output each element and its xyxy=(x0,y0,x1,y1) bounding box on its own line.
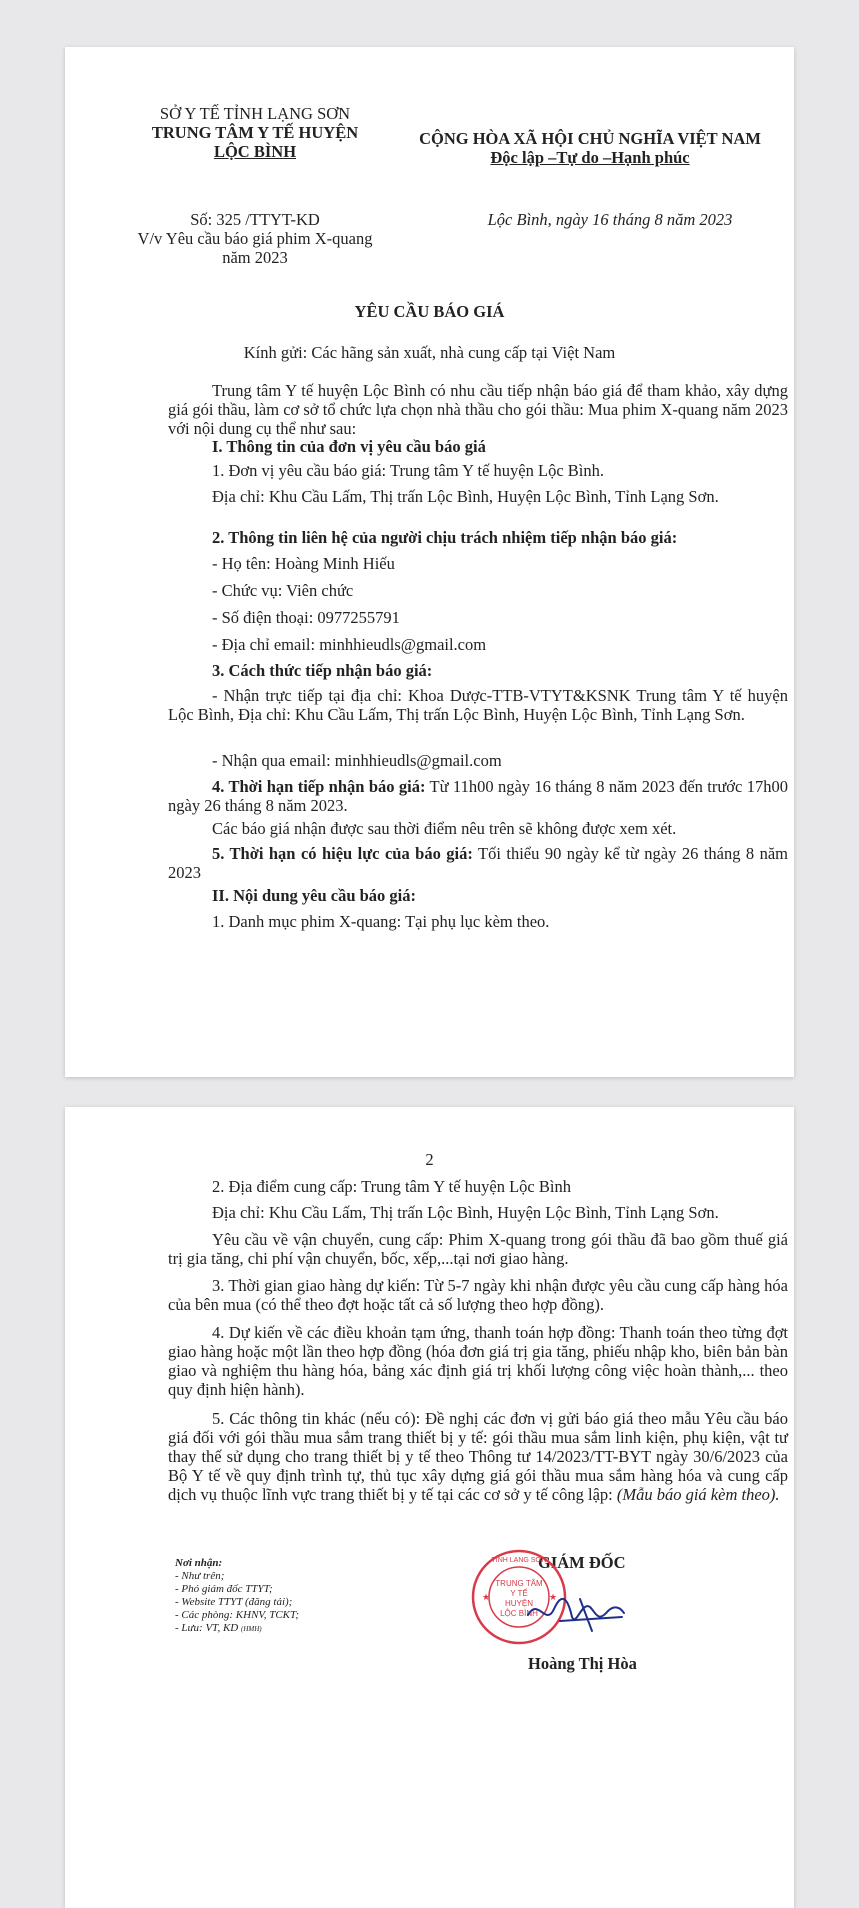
section1-item3-heading: 3. Cách thức tiếp nhận báo giá: xyxy=(212,661,433,680)
item4-text: Từ 11h00 ngày 16 tháng 8 năm 2023 đến trước 17h00 ngày 26 tháng 8 năm 2023. xyxy=(168,777,788,815)
section1-item2-heading: 2. Thông tin liên hệ của người chịu trách nhiệm tiếp nhận báo giá: xyxy=(212,528,678,547)
receive-direct: - Nhận trực tiếp tại địa chỉ: Khoa Dược-TTB-VTYT&KSNK Trung tâm Y tế huyện Lộc Bình, Địa chỉ: Khu Cầu Lấm, Thị trấn Lộc Bình, Huyện Lộc Bình, Tỉnh Lạng Sơn. xyxy=(168,686,788,724)
item2-location: 2. Địa điểm cung cấp: Trung tâm Y tế huyện Lộc Bình xyxy=(212,1177,571,1196)
document-title: YÊU CẦU BÁO GIÁ xyxy=(354,302,505,321)
svg-text:★: ★ xyxy=(482,1592,491,1602)
item5-label: 5. Thời hạn có hiệu lực của báo giá: xyxy=(212,844,473,863)
document-page-1 xyxy=(65,47,794,1077)
item4-note: Các báo giá nhận được sau thời điểm nêu trên sẽ không được xem xét. xyxy=(212,819,677,838)
transport-requirement: Yêu cầu về vận chuyển, cung cấp: Phim X-quang trong gói thầu đã bao gồm thuế giá trị gia tăng, chi phí vận chuyển, bốc, xếp,...tại nơi giao hàng. xyxy=(168,1230,788,1268)
item4-deadline xyxy=(168,777,788,815)
document-page-2 xyxy=(65,1107,794,1908)
recipients-title: Nơi nhận: xyxy=(175,1557,223,1569)
item5-other xyxy=(168,1409,788,1504)
document-date: Lộc Bình, ngày 16 tháng 8 năm 2023 xyxy=(487,210,733,229)
recipient-item: - Website TTYT (đăng tải); xyxy=(175,1596,293,1608)
document-subject-line2: năm 2023 xyxy=(222,248,288,267)
recipient-item xyxy=(175,1622,262,1636)
header-center-name: LỘC BÌNH xyxy=(213,142,297,161)
greeting: Kính gửi: Các hãng sản xuất, nhà cung cấp tại Việt Nam xyxy=(243,343,616,362)
contact-position: - Chức vụ: Viên chức xyxy=(212,581,354,600)
section1-address: Địa chỉ: Khu Cầu Lấm, Thị trấn Lộc Bình, Huyện Lộc Bình, Tỉnh Lạng Sơn. xyxy=(212,487,719,506)
item5-text: Tối thiểu 90 ngày kể từ ngày 26 tháng 8 năm 2023 xyxy=(168,844,789,882)
stamp-top-text: TỈNH LẠNG SƠN xyxy=(491,1557,547,1564)
item3-delivery: 3. Thời gian giao hàng dự kiến: Từ 5-7 ngày khi nhận được yêu cầu cung cấp hàng hóa của bên mua (có thể theo đợt hoặc tất cả số lượng theo hợp đồng). xyxy=(168,1276,788,1314)
signer-title: GIÁM ĐỐC xyxy=(538,1553,626,1572)
recipient-item: - Như trên; xyxy=(175,1570,225,1582)
header-dept: SỞ Y TẾ TỈNH LẠNG SƠN xyxy=(159,104,351,123)
section2-item1: 1. Danh mục phim X-quang: Tại phụ lục kèm theo. xyxy=(212,912,550,931)
stamp-line2: Y TẾ xyxy=(510,1589,528,1598)
receive-email: - Nhận qua email: minhhieudls@gmail.com xyxy=(212,751,502,770)
item4-payment: 4. Dự kiến về các điều khoản tạm ứng, thanh toán hợp đồng: Thanh toán theo từng đợt giao hàng hoặc một lần theo hợp đồng (hóa đơn giá trị gia tăng, phiếu nhập kho, biên bản bàn giao và nghiệm thu hàng hóa, bảng xác định giá trị khối lượng công việc hoàn thành,... theo quy định hiện hành). xyxy=(168,1323,788,1399)
section1-item1: 1. Đơn vị yêu cầu báo giá: Trung tâm Y tế huyện Lộc Bình. xyxy=(212,461,604,480)
national-motto xyxy=(395,148,785,167)
contact-email: - Địa chỉ email: minhhieudls@gmail.com xyxy=(212,635,487,654)
contact-name: - Họ tên: Hoàng Minh Hiếu xyxy=(212,554,395,573)
stamp-line3: HUYỆN xyxy=(504,1599,534,1608)
recipient-item: - Phó giám đốc TTYT; xyxy=(175,1583,273,1595)
intro-paragraph: Trung tâm Y tế huyện Lộc Bình có nhu cầu tiếp nhận báo giá để tham khảo, xây dựng giá gói thầu, làm cơ sở tổ chức lựa chọn nhà thầu cho gói thầu: Mua phim X-quang năm 2023 với nội dung cụ thể như sau: xyxy=(168,381,788,438)
stamp-line1: TRUNG TÂM xyxy=(495,1579,543,1588)
item2-address: Địa chỉ: Khu Cầu Lấm, Thị trấn Lộc Bình, Huyện Lộc Bình, Tỉnh Lạng Sơn. xyxy=(212,1203,719,1222)
page-number: 2 xyxy=(425,1150,434,1169)
section1-heading: I. Thông tin của đơn vị yêu cầu báo giá xyxy=(212,437,486,456)
national-title: CỘNG HÒA XÃ HỘI CHỦ NGHĨA VIỆT NAM xyxy=(419,129,761,148)
svg-text:★: ★ xyxy=(549,1592,558,1602)
header-center-line1: TRUNG TÂM Y TẾ HUYỆN xyxy=(151,123,359,142)
item5-other-text: 5. Các thông tin khác (nếu có): Đề nghị các đơn vị gửi báo giá theo mẫu Yêu cầu báo giá đối với gói thầu mua sắm trang thiết bị y tế: gói thầu mua sắm linh kiện, phụ kiện, vật tư thay thế sử dụng cho trang thiết bị y tế theo Thông tư 14/2023/TT-BYT ngày 30/6/2023 của Bộ Y tế về quy định trình tự, thủ tục xây dựng giá gói thầu mua sắm hàng hóa và cung cấp dịch vụ thuộc lĩnh vực trang thiết bị y tế tại các cơ sở y tế công lập: xyxy=(168,1409,788,1504)
item4-label: 4. Thời hạn tiếp nhận báo giá: xyxy=(212,777,426,796)
recipient-initials: (HMH) xyxy=(241,1625,262,1633)
signature-scribble xyxy=(520,1587,630,1637)
item5-other-italic: (Mẫu báo giá kèm theo). xyxy=(616,1485,780,1504)
header-center-line2 xyxy=(125,142,385,161)
item5-validity xyxy=(168,844,788,882)
recipient-item: - Các phòng: KHNV, TCKT; xyxy=(175,1609,300,1621)
section2-heading: II. Nội dung yêu cầu báo giá: xyxy=(212,886,417,905)
document-subject-line1: V/v Yêu cầu báo giá phim X-quang xyxy=(137,229,373,248)
document-number: Số: 325 /TTYT-KD xyxy=(190,210,320,229)
motto-text: Độc lập –Tự do –Hạnh phúc xyxy=(490,148,690,167)
recipient-archive: - Lưu: VT, KD xyxy=(175,1622,239,1634)
signer-name: Hoàng Thị Hòa xyxy=(528,1654,637,1673)
stamp-line4: LỘC BÌNH xyxy=(500,1609,538,1618)
contact-phone: - Số điện thoại: 0977255791 xyxy=(212,608,400,627)
